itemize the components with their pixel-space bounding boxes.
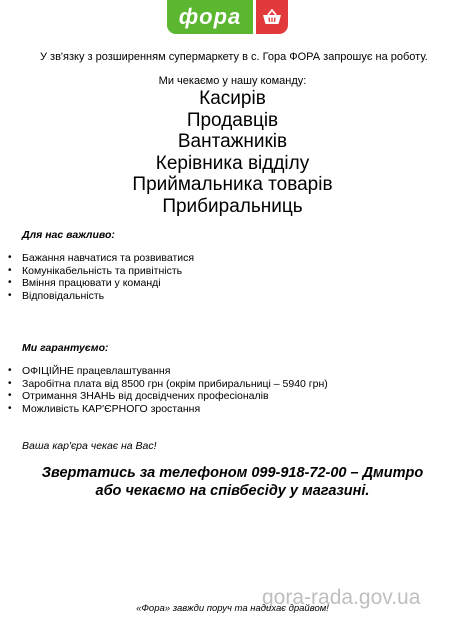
position-item: Приймальника товарів	[132, 174, 333, 195]
contact-phone-line: Звертатись за телефоном 099-918-72-00 – Дмитро	[41, 465, 424, 481]
important-list	[8, 252, 194, 302]
list-item: • Вміння працювати у команді	[8, 277, 194, 290]
list-item: • Можливість КАР'ЄРНОГО зростання	[8, 403, 328, 416]
position-item: Керівника відділу	[155, 152, 310, 174]
position-item: Продавців	[186, 109, 279, 131]
waiting-text: Ми чекаємо у нашу команду:	[158, 75, 307, 87]
list-item: • Відповідальність	[8, 290, 194, 303]
position-item: Касирів	[199, 88, 266, 109]
logo-wordmark: фора	[167, 0, 253, 34]
contact-block	[0, 464, 465, 500]
list-item: • Комунікабельність та привітність	[8, 265, 194, 278]
guarantee-list	[8, 365, 328, 415]
list-item: • Отримання ЗНАНЬ від досвідчених професіоналів	[8, 390, 328, 403]
basket-icon	[256, 0, 288, 34]
slogan: «Фора» завжди поруч та надихає драйвом!	[136, 603, 329, 614]
positions-list	[0, 88, 465, 217]
guarantee-title: Ми гарантуємо:	[22, 342, 109, 354]
career-text: Ваша кар'єра чекає на Вас!	[22, 440, 157, 452]
list-item: • Бажання навчатися та розвиватися	[8, 252, 194, 265]
contact-interview-line: або чекаємо на співбесіду у магазині.	[95, 483, 370, 499]
list-item: • Заробітна плата від 8500 грн (окрім прибиральниці – 5940 грн)	[8, 378, 328, 391]
position-item: Вантажників	[177, 131, 288, 152]
important-title: Для нас важливо:	[22, 229, 115, 241]
watermark: gora-rada.gov.ua	[262, 586, 421, 609]
list-item: • ОФІЦІЙНЕ працевлаштування	[8, 365, 328, 378]
intro-text: У зв'язку з розширенням супермаркету в с. Гора ФОРА запрошує на роботу.	[40, 51, 428, 63]
position-item: Прибиральниць	[162, 195, 303, 217]
fora-logo	[167, 0, 288, 34]
